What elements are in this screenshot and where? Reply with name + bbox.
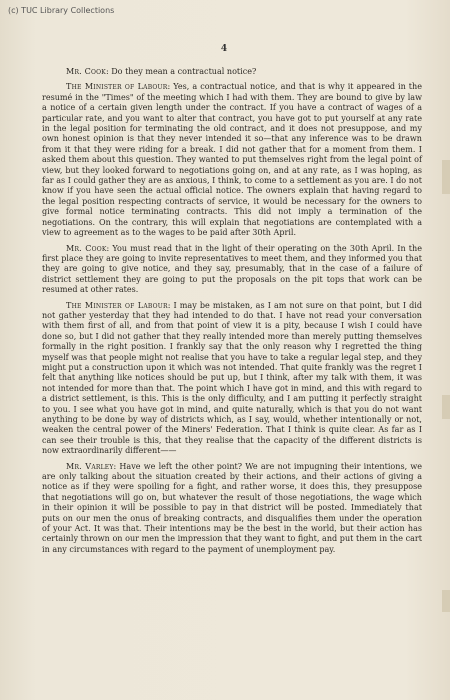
- copyright-watermark: (c) TUC Library Collections: [8, 6, 115, 15]
- speaker-name: The Minister of Labour: [66, 300, 168, 310]
- speaker-name: The Minister of Labour: [66, 82, 168, 92]
- speech-text: : Yes, a contractual notice, and that is why it appeared in the resumé in the "Times" of the meeting which I had with them. They are bound to give by law a notice of a certain given length under the contract. If you have a contract of wages of a particular rate, and you want to alter that contract, you have got to put yourself at any rate in the legal position for terminating the old contract, and it does not presuppose, and my own honest opinion is that they never intended it so—that any inference was to be drawn from it that they were riding for a break. I did not gather that for a moment from them. I asked them about this question. They wanted to put themselves right from the legal point of view, but they looked forward to negotiations going on, and at any rate, as I was hoping, as far as I could gather they are as anxious, I think, to come to a settlement as you are. I do not know if you have seen the actual official notice. The owners explain that having regard to the legal position respecting contracts of service, it would be necessary for the owners to give formal notice terminating contracts. This did not imply a termination of the negotiations. On the contrary, this will explain that negotiations are contemplated with a view to agreement as to the wages to be paid after 30th April.: [42, 82, 422, 238]
- transcript-paragraph: [42, 301, 422, 457]
- page-number: 4: [220, 44, 228, 54]
- transcript-paragraph: [42, 244, 422, 296]
- transcript-paragraph: [42, 462, 422, 556]
- transcript-paragraph: [42, 67, 422, 77]
- speaker-name: Mr. Cook: [66, 243, 107, 253]
- speech-text: : Have we left the other point? We are not impugning their intentions, we are only talking about the situation created by their actions, and their actions of giving a notice as if they were spoiling for a fight, and rather worse, it does this, they presuppose that negotiations will go on, but whatever the result of those negotiations, the wage which in their opinion it will be possible to pay in that district will be posted. Immediately that puts on our men the onus of breaking contracts, and disqualifies them under the operation of your Act. It was that. Their intentions may be the best in the world, but their action has certainly thrown on our men the impression that they want to fight, and put them in the cart in any circumstances with regard to the payment of unemployment pay.: [42, 461, 422, 554]
- speech-text: : You must read that in the light of their operating on the 30th April. In the first place they are going to invite representatives to meet them, and they informed you that they are going to give notice, and they say, presumably, that in the case of a failure of district settlement they are going to put the proposals on the pit tops that work can be resumed at other rates.: [42, 243, 422, 295]
- page-edge-mark: [442, 160, 450, 194]
- speech-text: : Do they mean a contractual notice?: [105, 67, 257, 76]
- page-edge-mark: [442, 395, 450, 419]
- transcript-body: [42, 67, 422, 560]
- page-edge-mark: [442, 590, 450, 612]
- speaker-name: Mr. Cook: [66, 67, 106, 76]
- speaker-name: Mr. Varley: [66, 461, 114, 471]
- speech-text: : I may be mistaken, as I am not sure on that point, but I did not gather yesterday that they had intended to do that. I have not read your conversation with them first of all, and from that point of view it is a pity, because I wish I could have done so, but I did not gather that they really intended more than merely putting themselves formally in the right position. I frankly say that the only reason why I regretted the thing myself was that people might not realise that you have to take a regular legal step, and they might put a construction upon it which was not intended. That quite frankly was the regret I felt that anything like notices should be put up, but I think, after my talk with them, it was not intended for more than that. The point which I have got in mind, and this with regard to a district settlement, is this. This is the only difficulty, and I am putting it perfectly straight to you. I see what you have got in mind, and quite naturally, which is that you do not want anything to be done by way of districts which, as I say, would, whether intentionally or not, weaken the central power of the Miners' Federation. That I think is quite clear. As far as I can see their trouble is this, that they realise that the capacity of the different districts is now extraordinarily different——: [42, 300, 422, 456]
- transcript-paragraph: [42, 82, 422, 238]
